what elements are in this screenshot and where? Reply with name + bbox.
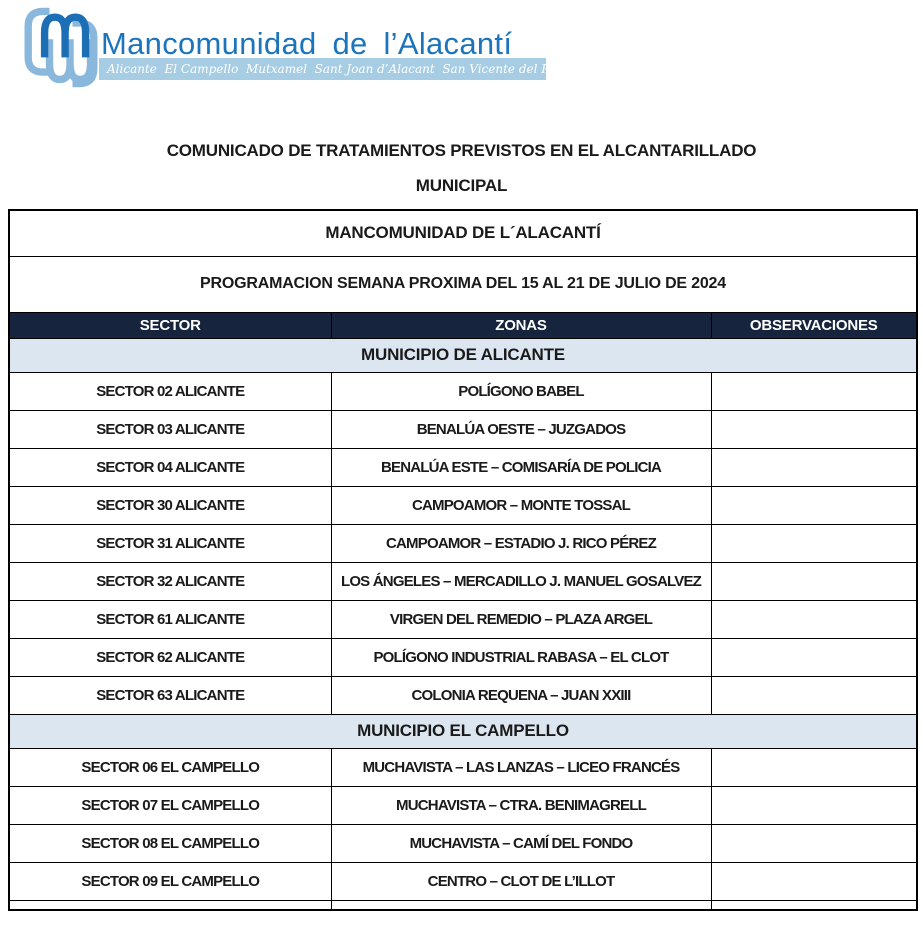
brand-header: [0, 0, 923, 95]
sector-cell: SECTOR 09 EL CAMPELLO: [9, 862, 331, 900]
schedule-row: [9, 600, 917, 638]
sector-cell: SECTOR 04 ALICANTE: [9, 448, 331, 486]
schedule-row: [9, 524, 917, 562]
sector-cell: SECTOR 31 ALICANTE: [9, 524, 331, 562]
observaciones-cell: [711, 372, 917, 410]
zona-cell: BENALÚA OESTE – JUZGADOS: [331, 410, 711, 448]
table-title: MANCOMUNIDAD DE L´ALACANTÍ: [9, 210, 917, 256]
schedule-row-partial: [9, 900, 917, 910]
empty-cell: [9, 900, 331, 910]
sector-cell: SECTOR 03 ALICANTE: [9, 410, 331, 448]
document-title-line2: MUNICIPAL: [415, 176, 508, 195]
document-title: [0, 133, 923, 203]
observaciones-cell: [711, 676, 917, 714]
sector-cell: SECTOR 61 ALICANTE: [9, 600, 331, 638]
observaciones-cell: [711, 448, 917, 486]
document-title-line1: COMUNICADO DE TRATAMIENTOS PREVISTOS EN EL ALCANTARILLADO: [166, 141, 757, 160]
municipalities-banner: Alicante El Campello Mutxamel Sant Joan d’Alacant San Vicente del Raspeig Agost: [99, 58, 546, 80]
zona-cell: POLÍGONO BABEL: [331, 372, 711, 410]
observaciones-cell: [711, 824, 917, 862]
zona-cell: LOS ÁNGELES – MERCADILLO J. MANUEL GOSALVEZ: [331, 562, 711, 600]
observaciones-cell: [711, 410, 917, 448]
municipality-section-label: MUNICIPIO EL CAMPELLO: [9, 714, 917, 748]
zona-cell: MUCHAVISTA – CTRA. BENIMAGRELL: [331, 786, 711, 824]
sector-cell: SECTOR 30 ALICANTE: [9, 486, 331, 524]
zona-cell: COLONIA REQUENA – JUAN XXIII: [331, 676, 711, 714]
table-body: [9, 338, 917, 910]
table-title-row: [9, 210, 917, 256]
zona-cell: CENTRO – CLOT DE L’ILLOT: [331, 862, 711, 900]
column-header-row: [9, 312, 917, 338]
zona-cell: MUCHAVISTA – LAS LANZAS – LICEO FRANCÉS: [331, 748, 711, 786]
observaciones-cell: [711, 524, 917, 562]
observaciones-cell: [711, 600, 917, 638]
sector-cell: SECTOR 07 EL CAMPELLO: [9, 786, 331, 824]
observaciones-cell: [711, 786, 917, 824]
schedule-row: [9, 448, 917, 486]
zona-cell: MUCHAVISTA – CAMÍ DEL FONDO: [331, 824, 711, 862]
observaciones-cell: [711, 748, 917, 786]
schedule-row: [9, 862, 917, 900]
schedule-row: [9, 676, 917, 714]
schedule-row: [9, 824, 917, 862]
schedule-row: [9, 562, 917, 600]
sector-cell: SECTOR 02 ALICANTE: [9, 372, 331, 410]
observaciones-cell: [711, 638, 917, 676]
schedule-row: [9, 372, 917, 410]
column-header-zonas: ZONAS: [331, 312, 711, 338]
table-subtitle-row: [9, 256, 917, 312]
sector-cell: SECTOR 32 ALICANTE: [9, 562, 331, 600]
table-subtitle: PROGRAMACION SEMANA PROXIMA DEL 15 AL 21 DE JULIO DE 2024: [9, 256, 917, 312]
schedule-row: [9, 638, 917, 676]
sector-cell: SECTOR 62 ALICANTE: [9, 638, 331, 676]
sector-cell: SECTOR 08 EL CAMPELLO: [9, 824, 331, 862]
observaciones-cell: [711, 486, 917, 524]
zona-cell: VIRGEN DEL REMEDIO – PLAZA ARGEL: [331, 600, 711, 638]
observaciones-cell: [711, 862, 917, 900]
brand-name: Mancomunidad de l’Alacantí: [101, 26, 513, 61]
municipality-section-row: [9, 338, 917, 372]
mancomunidad-logo-icon: [20, 5, 102, 90]
zona-cell: BENALÚA ESTE – COMISARÍA DE POLICIA: [331, 448, 711, 486]
schedule-row: [9, 410, 917, 448]
column-header-sector: SECTOR: [9, 312, 331, 338]
empty-cell: [711, 900, 917, 910]
schedule-table: [8, 209, 918, 911]
municipality-section-row: [9, 714, 917, 748]
municipality-section-label: MUNICIPIO DE ALICANTE: [9, 338, 917, 372]
sector-cell: SECTOR 06 EL CAMPELLO: [9, 748, 331, 786]
schedule-row: [9, 786, 917, 824]
empty-cell: [331, 900, 711, 910]
zona-cell: CAMPOAMOR – MONTE TOSSAL: [331, 486, 711, 524]
schedule-row: [9, 486, 917, 524]
sector-cell: SECTOR 63 ALICANTE: [9, 676, 331, 714]
schedule-row: [9, 748, 917, 786]
observaciones-cell: [711, 562, 917, 600]
zona-cell: CAMPOAMOR – ESTADIO J. RICO PÉREZ: [331, 524, 711, 562]
column-header-observaciones: OBSERVACIONES: [711, 312, 917, 338]
zona-cell: POLÍGONO INDUSTRIAL RABASA – EL CLOT: [331, 638, 711, 676]
